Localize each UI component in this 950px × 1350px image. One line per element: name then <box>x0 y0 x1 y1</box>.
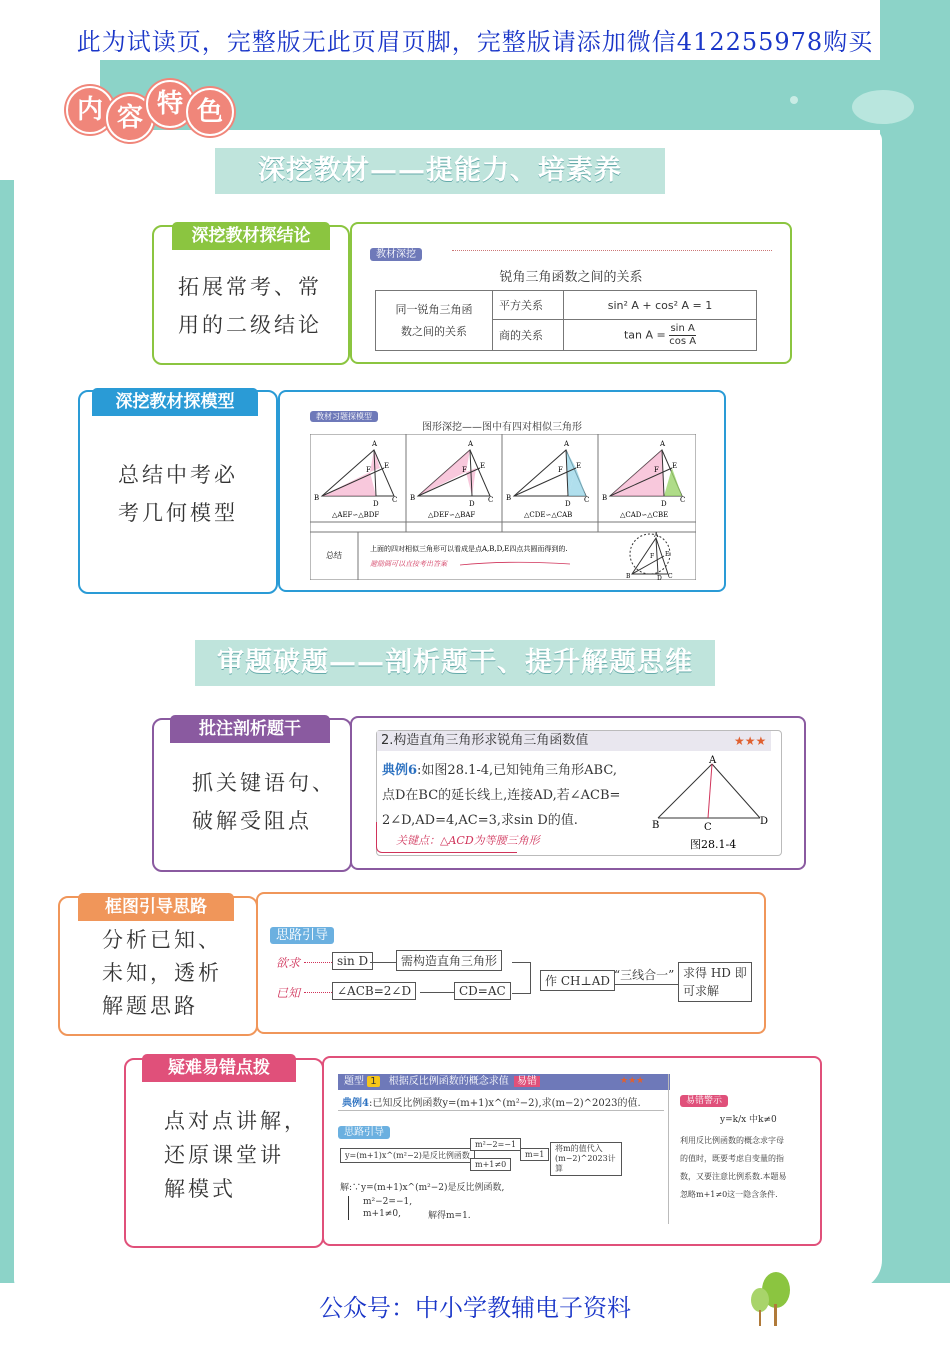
svg-text:F: F <box>654 466 659 474</box>
svg-text:C: C <box>668 573 673 580</box>
model-title: 图形深挖——图中有四对相似三角形 <box>422 422 582 433</box>
merge-bracket <box>512 962 531 994</box>
decor-dot <box>790 96 798 104</box>
arrow <box>614 984 678 985</box>
table-title: 锐角三角函数之间的关系 <box>499 270 643 285</box>
figure-caption: 图28.1-4 <box>690 838 737 851</box>
arrow <box>304 992 332 994</box>
problem-text: 典例6:如图28.1-4,已知钝角三角形ABC, 点D在BC的延长线上,连接AD,若∠ACB= 2∠D,AD=4,AC=3,求sin D的值. <box>382 763 621 828</box>
svg-text:F: F <box>558 466 563 474</box>
slogan-line: 考几何模型 <box>118 501 238 525</box>
svg-text:F: F <box>650 553 655 560</box>
relation-name: 商的关系 <box>493 320 564 351</box>
caption: △CAD∽△CBE <box>620 511 669 519</box>
svg-text:C: C <box>392 496 398 504</box>
divider <box>338 1110 664 1111</box>
slogan-line: 点对点讲解， <box>164 1109 308 1133</box>
figure-3 <box>506 440 589 508</box>
flow-three: “三线合一” <box>614 968 675 982</box>
svg-text:D: D <box>373 500 379 508</box>
section-banner: 审题破题——剖析题干、提升解题思维 <box>195 640 715 686</box>
svg-text:E: E <box>672 462 678 470</box>
content-panel <box>322 1056 822 1246</box>
want-label: 欲求 <box>276 956 301 970</box>
difficulty-stars: ★★★ <box>620 1076 645 1086</box>
svg-text:E: E <box>576 462 582 470</box>
slogan-line: 分析已知、 <box>102 928 222 952</box>
guide-tag: 思路引导 <box>338 1120 390 1139</box>
solution: 解:∵y=(m+1)x^(m²−2)是反比例函数, m²−2=−1, m+1≠0, <box>340 1183 505 1219</box>
difficulty-stars: ★★★ <box>734 734 767 748</box>
slogan-line: 抓关键语句、 <box>192 771 336 795</box>
arrow <box>420 992 454 993</box>
svg-text:D: D <box>661 500 667 508</box>
decor-cloud <box>852 90 914 124</box>
svg-text:D: D <box>469 500 475 508</box>
panel-tag: 思路引导 <box>270 924 334 943</box>
svg-text:B: B <box>602 494 608 502</box>
slogan-line: 未知，透析 <box>102 961 222 985</box>
annotation: 关键点：△ACD为等腰三角形 <box>396 834 540 847</box>
footer-text: 公众号：中小学教辅电子资料 <box>319 1294 631 1322</box>
panel-tag: 教材深挖 <box>370 242 422 261</box>
known-label: 已知 <box>276 986 301 1000</box>
flow-box-make: 作 CH⊥AD <box>540 970 615 991</box>
svg-text:A: A <box>468 440 474 448</box>
figure-4 <box>602 440 685 508</box>
guide-box: y=(m+1)x^(m²−2)是反比例函数 <box>340 1148 475 1163</box>
block-tag: 疑难易错点拨 <box>142 1054 296 1082</box>
svg-text:E: E <box>665 551 670 558</box>
block-slogan <box>192 764 336 840</box>
frame-right <box>880 0 950 1300</box>
block-tag: 框图引导思路 <box>78 893 234 921</box>
guide-box: m²−2=−1 <box>470 1138 521 1151</box>
slogan-line: 拓展常考、常 <box>178 275 322 299</box>
circle-figure <box>626 532 673 580</box>
guide-box: m=1 <box>520 1148 549 1161</box>
svg-text:D: D <box>657 575 662 580</box>
caption: △DEF∽△BAF <box>428 511 476 519</box>
caption: △CDE∽△CAB <box>524 511 573 519</box>
svg-text:B: B <box>506 494 512 502</box>
block-slogan <box>178 268 322 344</box>
badge-char: 容 <box>106 94 154 142</box>
summary-label: 总结 <box>326 551 342 560</box>
svg-text:A: A <box>660 440 666 448</box>
slogan-line: 用的二级结论 <box>178 313 322 337</box>
panel-tag: 教材习题探模型 <box>310 404 378 423</box>
badge-char: 色 <box>186 88 234 136</box>
problem-title: 2.构造直角三角形求锐角三角函数值 <box>377 731 771 751</box>
svg-text:E: E <box>384 462 390 470</box>
svg-text:A: A <box>654 532 659 539</box>
content-panel <box>350 222 792 364</box>
flow-box-known: ∠ACB=2∠D <box>332 982 416 1000</box>
block-slogan <box>164 1104 308 1206</box>
row-head: 同一锐角三角函 数之间的关系 <box>376 291 493 351</box>
block-slogan <box>118 456 238 532</box>
content-panel <box>278 390 726 592</box>
warn-formula: y=k/x 中k≠0 <box>720 1115 777 1125</box>
summary-hint: 避励圆可以直接考出答案 <box>370 560 447 568</box>
flow-box-want: sin D <box>332 952 373 970</box>
svg-text:B: B <box>410 494 416 502</box>
svg-text:C: C <box>488 496 494 504</box>
content-panel <box>350 716 806 870</box>
content-panel <box>256 892 766 1034</box>
flow-box-need: 需构造直角三角形 <box>396 950 502 971</box>
svg-text:A: A <box>372 440 378 448</box>
trial-notice: 此为试读页，完整版无此页眉页脚，完整版请添加微信412255978购买 <box>76 28 874 56</box>
caption: △AEF∽△BDF <box>332 511 380 519</box>
relation-name: 平方关系 <box>493 291 564 320</box>
svg-text:F: F <box>462 466 467 474</box>
example-text: 典例4:已知反比例函数y=(m+1)x^(m²−2),求(m−2)^2023的值. <box>342 1098 641 1109</box>
block-tag: 深挖教材探结论 <box>172 222 330 250</box>
arrow <box>304 962 332 964</box>
svg-text:B: B <box>626 573 631 580</box>
slogan-line: 破解受阻点 <box>192 809 312 833</box>
relation-table <box>375 290 757 351</box>
guide-box: 将m的值代入(m−2)^2023计算 <box>550 1142 622 1176</box>
slogan-line: 解题思路 <box>102 994 198 1018</box>
figure-1 <box>314 440 397 508</box>
svg-text:D: D <box>760 816 769 827</box>
relation-formula: tan A = $\frac{\text{sin A}}{\text{cos A}}$ <box>564 320 757 351</box>
example-label: 典例6 <box>382 763 418 778</box>
column-divider <box>668 1074 671 1224</box>
slogan-line: 还原课堂讲 <box>164 1143 284 1167</box>
model-figures <box>310 434 696 580</box>
relation-formula: sin² A + cos² A = 1 <box>564 291 757 320</box>
warn-text: 利用反比例函数的概念求字母 的值时，既要考虑自变量的指 数，又要注意比例系数.本题易 忽略m+1≠0这一隐含条件. <box>680 1136 787 1199</box>
badge-char: 内 <box>66 86 114 134</box>
arrow <box>370 962 396 963</box>
badge-char: 特 <box>146 80 194 128</box>
svg-text:F: F <box>366 466 371 474</box>
warn-tag: 易错警示 <box>680 1088 728 1107</box>
summary-text: 上面的四对相似三角形可以看成是点A,B,D,E四点共圆而得到的. <box>370 545 568 553</box>
svg-text:C: C <box>584 496 590 504</box>
block-tag: 批注剖析题干 <box>170 715 330 743</box>
svg-text:E: E <box>480 462 486 470</box>
flow-box-result: 求得 HD 即 可求解 <box>678 962 752 1002</box>
svg-text:B: B <box>314 494 320 502</box>
triangle-figure <box>652 754 782 854</box>
flow-box-eq: CD=AC <box>454 982 511 1000</box>
block-slogan <box>102 924 222 1023</box>
type-header: 题型 1 根据反比例函数的概念求值 易错 <box>338 1074 670 1090</box>
section-banner: 深挖教材——提能力、培素养 <box>215 148 665 194</box>
figure-2 <box>410 440 493 508</box>
block-tag: 深挖教材探模型 <box>92 388 258 416</box>
svg-text:A: A <box>564 440 570 448</box>
solution-result: 解得m=1. <box>428 1211 471 1221</box>
svg-text:A: A <box>709 755 717 766</box>
dotted-rule <box>452 250 772 251</box>
svg-text:C: C <box>704 822 712 833</box>
svg-text:D: D <box>565 500 571 508</box>
slogan-line: 解模式 <box>164 1177 236 1201</box>
slogan-line: 总结中考必 <box>118 463 238 487</box>
annotation-bracket <box>376 822 517 853</box>
svg-text:B: B <box>652 820 660 831</box>
svg-text:C: C <box>680 496 686 504</box>
guide-box: m+1≠0 <box>470 1158 511 1171</box>
